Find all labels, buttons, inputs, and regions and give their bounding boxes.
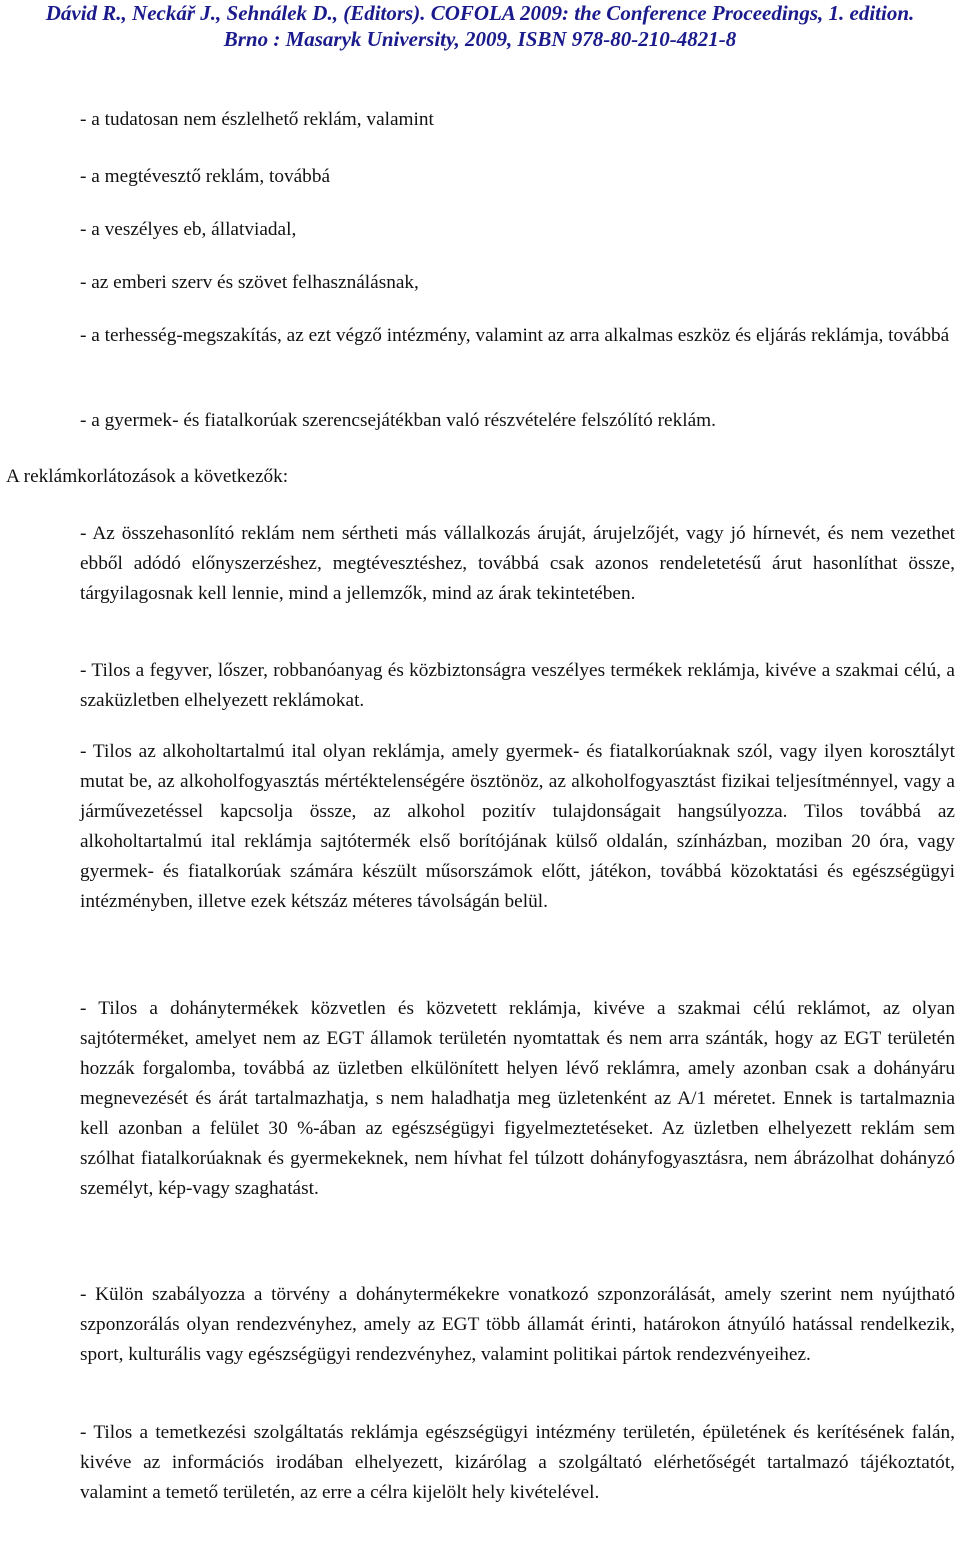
paragraph-weapons-ads: - Tilos a fegyver, lőszer, robbanóanyag és közbiztonságra veszélyes termékek reklámja, kivéve a szakmai célú, a szaküzletben elhelyezett reklámokat. xyxy=(80,660,955,711)
paragraph-alcohol-ads: - Tilos az alkoholtartalmú ital olyan reklámja, amely gyermek- és fiatalkorúaknak szól, vagy ilyen korosztályt mutat be, az alkoholfogyasztás mértéktelenségére ösztönöz, az alkoholfogyasztást fizikai teljesítménnyel, vagy a járművezetéssel kapcsolja össze, az alkohol pozitív tulajdonságait hangsúlyozza. Tilos továbbá az alkoholtartalmú ital reklámja sajtótermék első borítójának külső oldalán, színházban, moziban 20 óra, vagy gyermek- és fiatalkorúak számára készült műsorszámok előtt, játékon, továbbá közoktatási és egészségügyi intézményben, illetve ezek kétszáz méteres távolságán belül. xyxy=(80,741,955,912)
paragraph-funeral-ads: - Tilos a temetkezési szolgáltatás reklámja egészségügyi intézmény területén, épületének és kerítésének falán, kivéve az információs irodában elhelyezett, kizárólag a szolgáltató elérhetőségét tartalmazó tájékoztatót, valamint a temető területén, az erre a célra kijelölt hely kivételével. xyxy=(80,1422,955,1503)
paragraph-tobacco-ads: - Tilos a dohánytermékek közvetlen és közvetett reklámja, kivéve a szakmai célú reklámot, az olyan sajtóterméket, amelyet nem az EGT államok területén nyomtattak és nem arra szánták, hogy az EGT területén hozzák forgalomba, továbbá az üzletben elkülönített helyen lévő reklámra, amely azonban csak a dohányáru megnevezését és árát tartalmazhatja, s nem haladhatja meg üzletenként az A/1 méretet. Ennek is tartalmaznia kell azonban a felület 30 %-ában az egészségügyi figyelmeztetéseket. Az üzletben elhelyezett reklám sem szólhat fiatalkorúaknak és gyermekeknek, nem hívhat fel túlzott dohányfogyasztásra, nem ábrázolhat dohányzó személyt, kép-vagy szaghatást. xyxy=(80,998,955,1199)
list-item: - a tudatosan nem észlelhető reklám, valamint xyxy=(80,109,434,130)
list-item: - a terhesség-megszakítás, az ezt végző intézmény, valamint az arra alkalmas eszköz és eljárás reklámja, továbbá xyxy=(80,325,950,346)
list-item: - a veszélyes eb, állatviadal, xyxy=(80,219,297,240)
restrictions-intro: A reklámkorlátozások a következők: xyxy=(6,466,289,487)
paragraph-tobacco-sponsorship: - Külön szabályozza a törvény a dohánytermékekre vonatkozó szponzorálását, amely szerint nem nyújtható szponzorálás olyan rendezvényhez, amely az EGT több államát érinti, határokon átnyúló hatással rendelkezik, sport, kulturális vagy egészségügyi rendezvényhez, valamint politikai pártok rendezvényeihez. xyxy=(80,1284,955,1365)
header-publisher-line: Brno : Masaryk University, 2009, ISBN 978-80-210-4821-8 xyxy=(223,27,737,51)
list-item: - az emberi szerv és szövet felhasználásnak, xyxy=(80,272,419,293)
list-item: - a gyermek- és fiatalkorúak szerencsejátékban való részvételére felszólító reklám. xyxy=(80,410,716,431)
header-citation-line: Dávid R., Neckář J., Sehnálek D., (Editors). COFOLA 2009: the Conference Proceedings, 1. edition. xyxy=(45,1,915,25)
paragraph-comparative-ads: - Az összehasonlító reklám nem sértheti más vállalkozás áruját, árujelzőjét, vagy jó hírnevét, és nem vezethet ebből adódó előnyszerzéshez, megtévesztéshez, továbbá csak azonos rendeletetésű árut hasonlíthat össze, tárgyilagosnak kell lennie, mind a jellemzők, mind az árak tekintetében. xyxy=(80,523,955,604)
list-item: - a megtévesztő reklám, továbbá xyxy=(80,166,331,187)
